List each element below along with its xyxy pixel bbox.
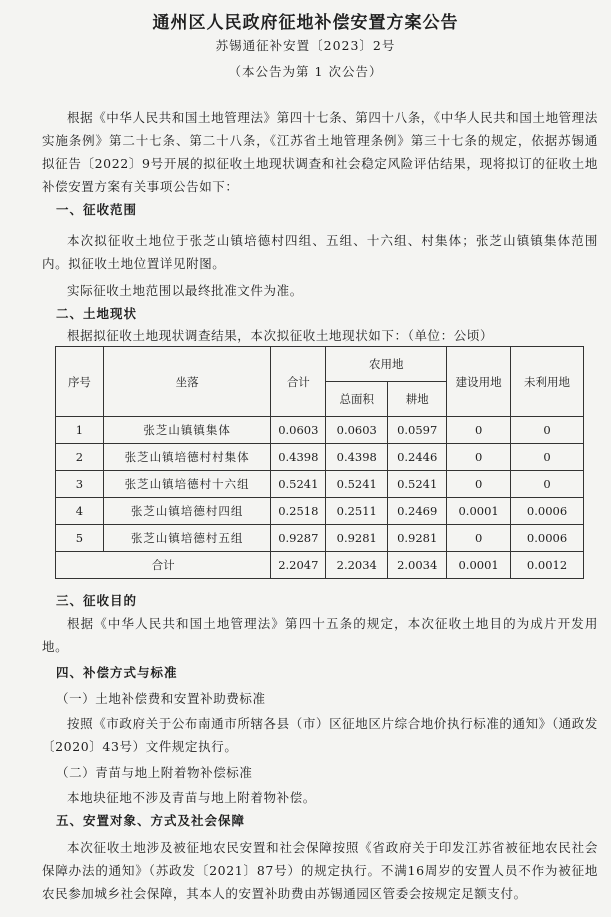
section1-paragraph1: 本次拟征收土地位于张芝山镇培德村四组、五组、十六组、村集体；张芝山镇镇集体范围内。拟征收土地位置详见附图。	[42, 233, 598, 271]
cell-sum-unused: 0.0012	[511, 552, 584, 579]
cell-location: 张芝山镇镇集体	[103, 417, 270, 444]
header-construction: 建设用地	[447, 347, 511, 417]
header-farm-total: 总面积	[326, 382, 388, 417]
cell-unused: 0.0006	[511, 525, 584, 552]
cell-sum-cultivated: 2.0034	[388, 552, 447, 579]
intro-paragraph: 根据《中华人民共和国土地管理法》第四十七条、第四十八条，《中华人民共和国土地管理法实施条例》第二十七条、第二十八条，《江苏省土地管理条例》第三十七条的规定，依据苏锡通拟征告〔2022〕9号开展的拟征收土地现状调查和社会稳定风险评估结果，现将拟订的征收土地补偿安置方案有关事项公告如下：	[42, 110, 598, 194]
notice-count: （本公告为第 1 次公告）	[228, 64, 383, 79]
cell-sum-total: 2.2047	[271, 552, 326, 579]
cell-construction: 0	[447, 471, 511, 498]
cell-sum-construction: 0.0001	[447, 552, 511, 579]
table-row	[56, 444, 584, 471]
cell-total: 0.2518	[271, 498, 326, 525]
cell-location: 张芝山镇培德村村集体	[103, 444, 270, 471]
cell-sum-label: 合计	[56, 552, 271, 579]
cell-seq: 3	[56, 471, 104, 498]
section1-heading: 一、征收范围	[56, 202, 138, 217]
header-location: 坐落	[103, 347, 270, 417]
table-row	[56, 525, 584, 552]
header-total: 合计	[271, 347, 326, 417]
document-number: 苏锡通征补安置〔2023〕2号	[215, 38, 396, 53]
section4-sub1-paragraph: 按照《市政府关于公布南通市所辖各县（市）区征地区片综合地价执行标准的通知》（通政发〔2020〕43号）文件规定执行。	[42, 716, 598, 754]
cell-location: 张芝山镇培德村五组	[103, 525, 270, 552]
cell-seq: 5	[56, 525, 104, 552]
cell-construction: 0.0001	[447, 498, 511, 525]
land-status-table	[55, 346, 584, 579]
cell-seq: 1	[56, 417, 104, 444]
section3-heading: 三、征收目的	[56, 593, 138, 608]
cell-farm-total: 0.9281	[326, 525, 388, 552]
cell-sum-farm-total: 2.2034	[326, 552, 388, 579]
section5-heading: 五、安置对象、方式及社会保障	[56, 813, 246, 828]
section4-sub2: （二）青苗与地上附着物补偿标准	[56, 765, 253, 780]
cell-construction: 0	[447, 417, 511, 444]
table-sum-row	[56, 552, 584, 579]
header-unused: 未利用地	[511, 347, 584, 417]
document-title: 通州区人民政府征地补偿安置方案公告	[152, 13, 459, 33]
header-seq: 序号	[56, 347, 104, 417]
section4-sub2-paragraph: 本地块征地不涉及青苗与地上附着物补偿。	[67, 790, 316, 805]
header-cultivated: 耕地	[388, 382, 447, 417]
section2-intro: 根据拟征收土地现状调查结果，本次拟征收土地现状如下：（单位：公顷）	[67, 328, 494, 343]
cell-total: 0.0603	[271, 417, 326, 444]
cell-seq: 2	[56, 444, 104, 471]
cell-location: 张芝山镇培德村四组	[103, 498, 270, 525]
cell-seq: 4	[56, 498, 104, 525]
cell-cultivated: 0.0597	[388, 417, 447, 444]
cell-cultivated: 0.2446	[388, 444, 447, 471]
cell-cultivated: 0.5241	[388, 471, 447, 498]
cell-cultivated: 0.9281	[388, 525, 447, 552]
cell-total: 0.9287	[271, 525, 326, 552]
section3-paragraph: 根据《中华人民共和国土地管理法》第四十五条的规定，本次征收土地目的为成片开发用地。	[42, 616, 598, 654]
cell-farm-total: 0.5241	[326, 471, 388, 498]
section4-heading: 四、补偿方式与标准	[56, 665, 178, 680]
cell-unused: 0	[511, 471, 584, 498]
table-row	[56, 471, 584, 498]
cell-location: 张芝山镇培德村十六组	[103, 471, 270, 498]
cell-total: 0.4398	[271, 444, 326, 471]
section1-paragraph2: 实际征收土地范围以最终批准文件为准。	[67, 283, 303, 298]
section5-paragraph: 本次征收土地涉及被征地农民安置和社会保障按照《省政府关于印发江苏省被征地农民社会保障办法的通知》（苏政发〔2021〕87号）的规定执行。不满16周岁的安置人员不作为被征地农民参加城乡社会保障，其本人的安置补助费由苏锡通园区管委会按规定足额支付。	[42, 840, 598, 901]
section4-sub1: （一）土地补偿费和安置补助费标准	[56, 691, 266, 706]
cell-cultivated: 0.2469	[388, 498, 447, 525]
cell-unused: 0	[511, 417, 584, 444]
cell-unused: 0.0006	[511, 498, 584, 525]
cell-farm-total: 0.2511	[326, 498, 388, 525]
cell-unused: 0	[511, 444, 584, 471]
section2-heading: 二、土地现状	[56, 306, 138, 321]
cell-construction: 0	[447, 444, 511, 471]
table-row	[56, 498, 584, 525]
cell-farm-total: 0.0603	[326, 417, 388, 444]
table-row	[56, 417, 584, 444]
cell-farm-total: 0.4398	[326, 444, 388, 471]
cell-construction: 0	[447, 525, 511, 552]
header-farmland: 农用地	[326, 347, 447, 382]
cell-total: 0.5241	[271, 471, 326, 498]
